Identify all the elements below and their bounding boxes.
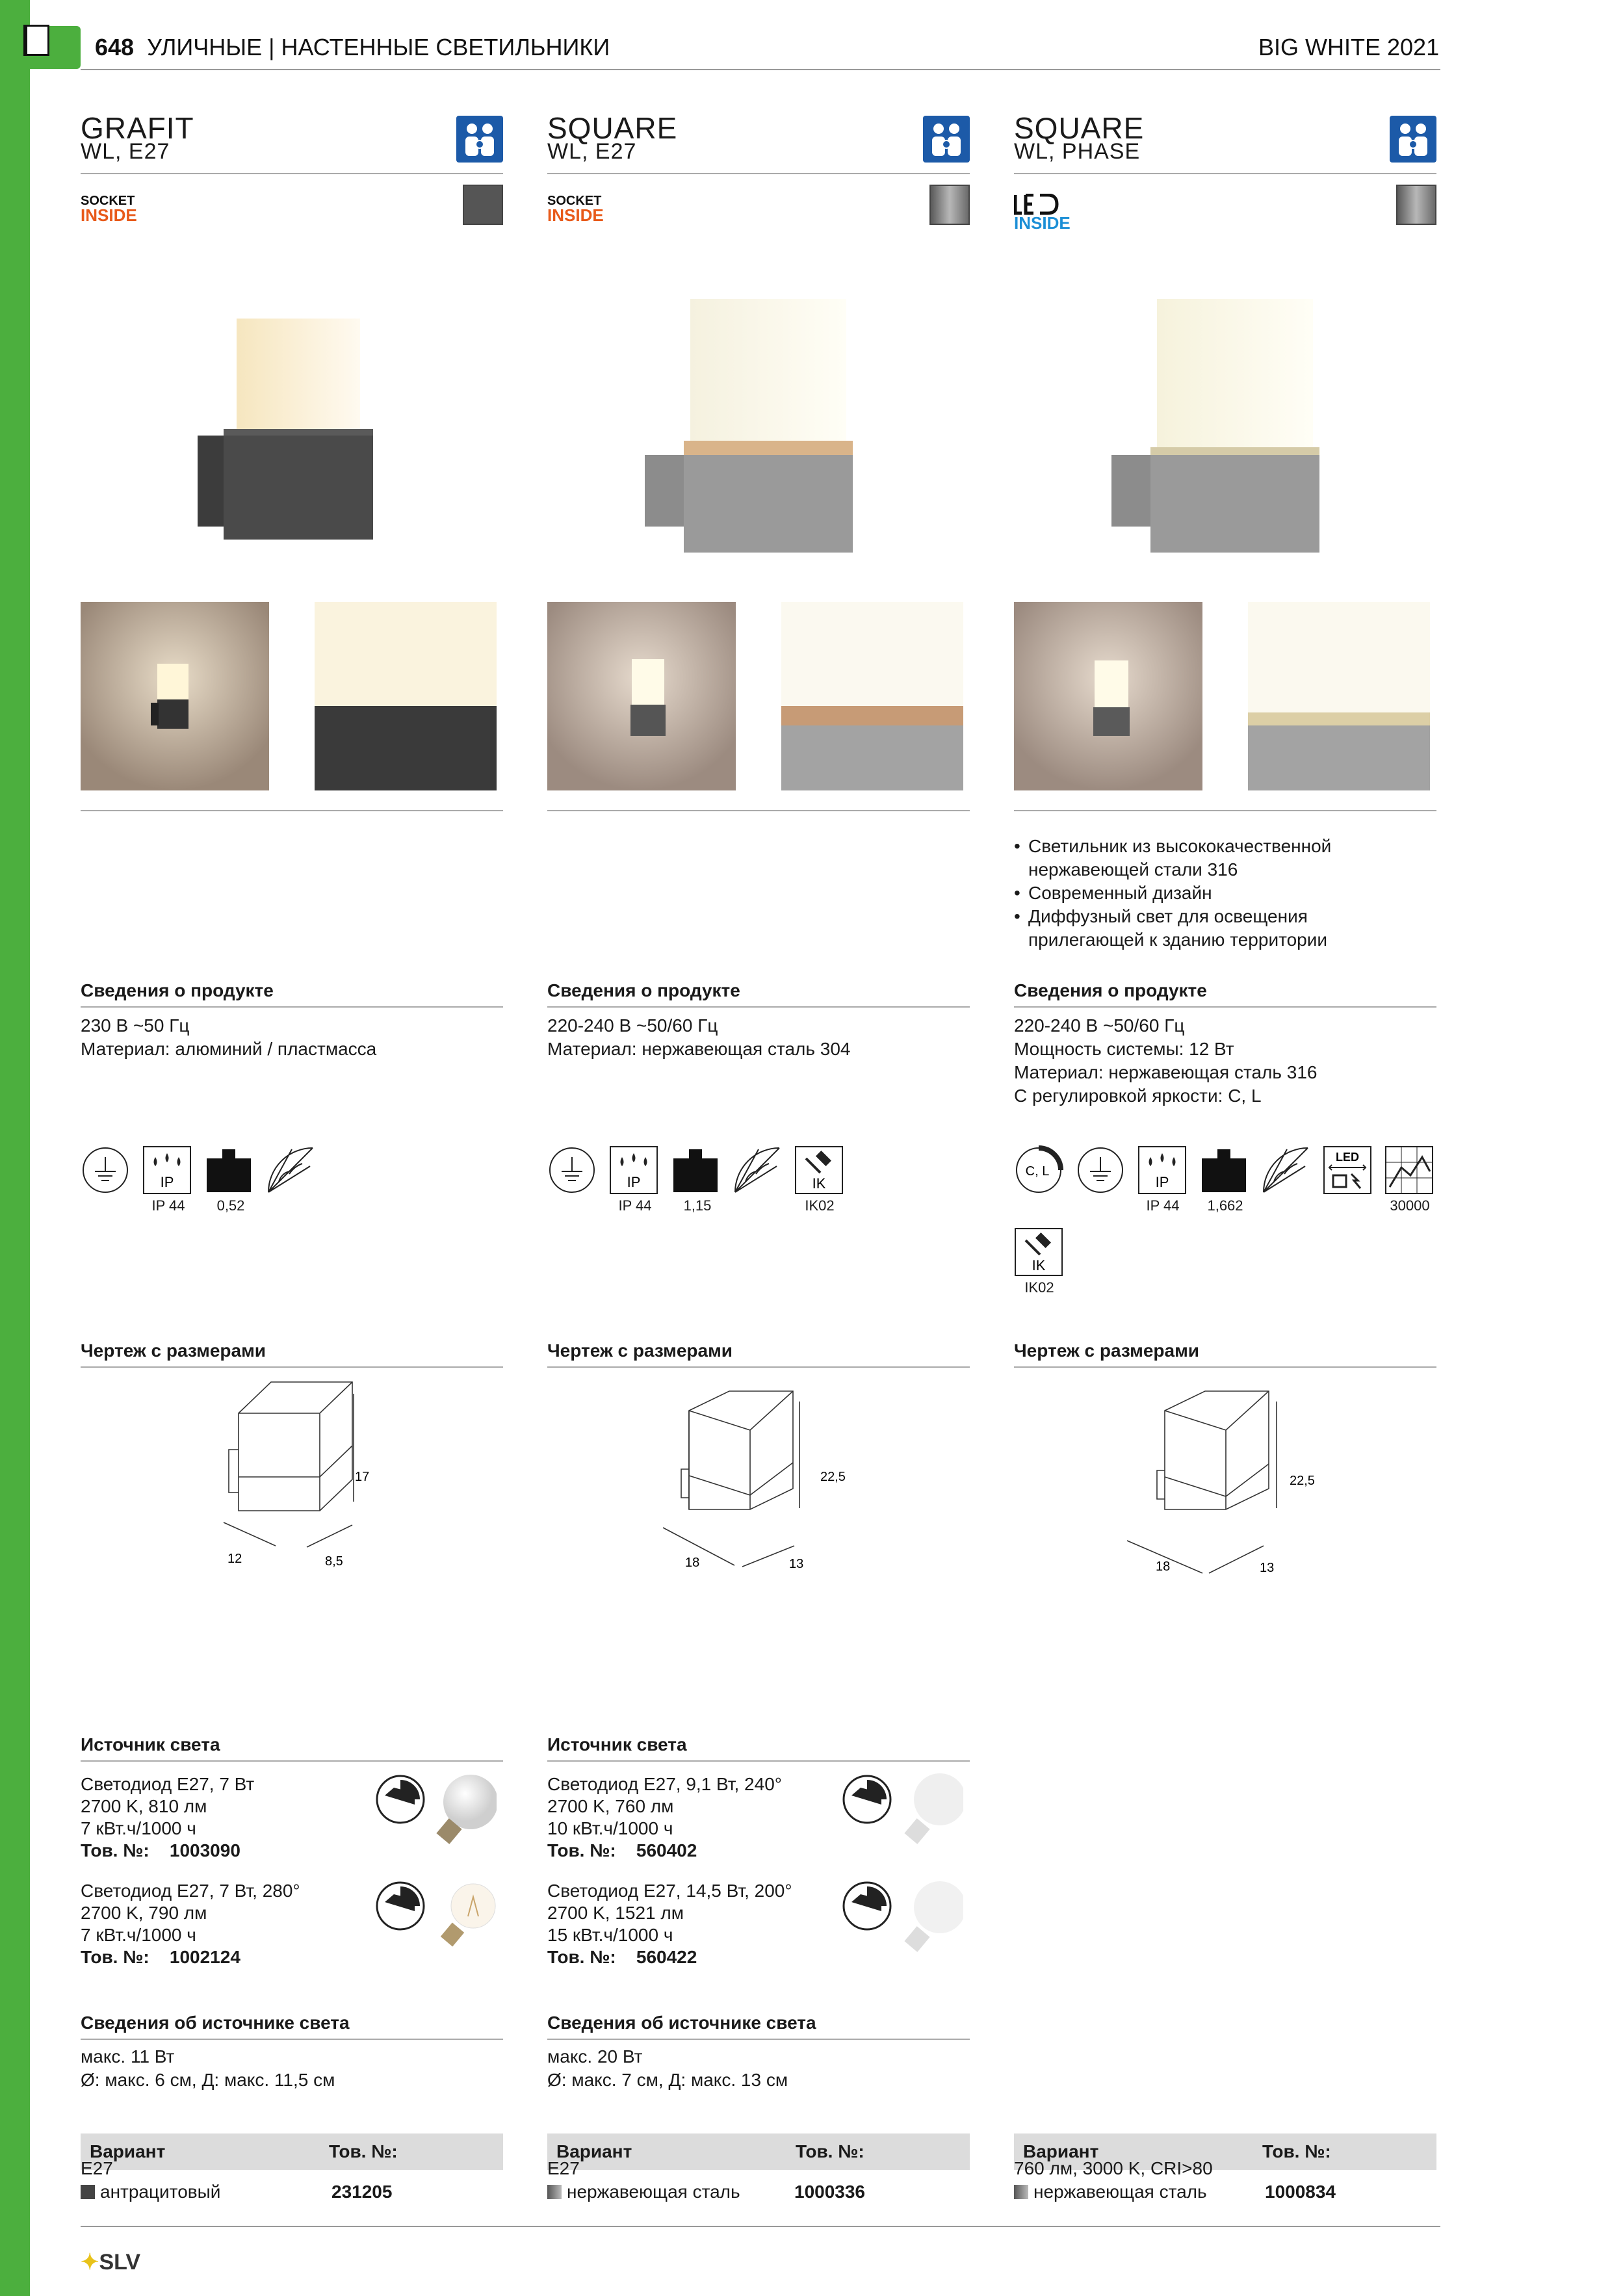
- variant-header: Вариант Тов. №:: [547, 2133, 970, 2170]
- article-number[interactable]: 1000834: [1265, 2182, 1336, 2202]
- family-icon: [923, 116, 970, 163]
- svg-text:IP: IP: [627, 1174, 641, 1190]
- color-swatch: [463, 185, 503, 225]
- footer-rule: [81, 2226, 1440, 2227]
- ip-rating-icon: [1137, 1145, 1187, 1195]
- product-image-square-e27: [645, 293, 859, 559]
- ambient-photo: [547, 602, 736, 790]
- dimension-drawing: [547, 1378, 970, 1625]
- section-rule: [547, 810, 970, 811]
- svg-text:IK: IK: [1032, 1257, 1046, 1273]
- section-rule: [81, 1006, 503, 1008]
- variant-row: нержавеющая сталь: [1014, 2180, 1207, 2204]
- variant-row: нержавеющая сталь: [547, 2180, 740, 2204]
- variant-row: антрацитовый: [81, 2180, 220, 2204]
- led-bulb-icon: [898, 1771, 963, 1849]
- product-info-text: 220-240 В ~50/60 Гц Мощность системы: 12 Вт Материал: нержавеющая сталь 316 С регулировкой яркости: C, L: [1014, 1015, 1318, 1106]
- filament-bulb-icon: [432, 1877, 497, 1955]
- variant-line: E27: [81, 2158, 113, 2178]
- impact-rating-icon: [1014, 1227, 1063, 1277]
- feature-item: • Современный дизайн: [1014, 883, 1212, 903]
- product-info-heading: Сведения о продукте: [81, 980, 274, 1000]
- section-rule: [1014, 1366, 1436, 1368]
- product-column-square-phase: [1014, 0, 1436, 2296]
- light-source-info-heading: Сведения об источнике света: [81, 2013, 350, 2033]
- lifetime-graph-icon: [1384, 1145, 1434, 1195]
- section-rule: [81, 1366, 503, 1368]
- dimension-height: 22,5: [1290, 1474, 1315, 1488]
- dimension-depth: 12: [227, 1552, 242, 1566]
- side-color-bar: [0, 0, 30, 2296]
- product-image-square-phase: [1111, 293, 1326, 559]
- led-bulb-icon: [432, 1771, 497, 1849]
- dimension-depth: 18: [1156, 1559, 1171, 1574]
- light-source-item: Светодиод E27, 7 Вт, 280° 2700 K, 790 лм 7 кВт.ч/1000 ч Тов. №: 1002124: [81, 1880, 503, 1984]
- earthing-icon: [1076, 1145, 1125, 1195]
- ip-value: IP 44: [151, 1197, 185, 1214]
- family-icon: [1390, 116, 1436, 163]
- section-rule: [547, 1006, 970, 1008]
- ik-value: IK02: [805, 1197, 835, 1214]
- section-rule: [547, 1366, 970, 1368]
- page-header: 648 УЛИЧНЫЕ | НАСТЕННЫЕ СВЕТИЛЬНИКИ: [95, 34, 610, 60]
- section-rule: [1014, 810, 1436, 811]
- variant-header: Вариант Тов. №:: [1014, 2133, 1436, 2170]
- product-column-grafit: [81, 0, 503, 2296]
- catalog-name: BIG WHITE 2021: [1258, 34, 1440, 60]
- section-rule: [81, 1760, 503, 1762]
- led-driver-icon: [1323, 1145, 1372, 1195]
- dimmable-icon: [374, 1773, 426, 1825]
- ip-value: IP 44: [618, 1197, 652, 1214]
- product-title: SQUARE: [547, 111, 678, 145]
- color-swatch: [929, 185, 970, 225]
- product-image-grafit: [198, 312, 406, 553]
- impact-rating-icon: [794, 1145, 844, 1195]
- product-subtitle: WL, PHASE: [1014, 139, 1141, 164]
- beam-angle-icon: [1261, 1145, 1310, 1195]
- variant-line: 760 лм, 3000 K, CRI>80: [1014, 2158, 1213, 2178]
- product-info-heading: Сведения о продукте: [547, 980, 740, 1000]
- dimension-width: 8,5: [325, 1554, 343, 1569]
- light-source-info-heading: Сведения об источнике света: [547, 2013, 816, 2033]
- dimension-width: 13: [1260, 1561, 1275, 1575]
- weight-value: 1,662: [1207, 1197, 1243, 1214]
- earthing-icon: [81, 1145, 130, 1195]
- ip-rating-icon: [609, 1145, 658, 1195]
- weight-icon: [204, 1145, 253, 1195]
- dimension-width: 13: [789, 1557, 804, 1571]
- ambient-photo: [1014, 602, 1202, 790]
- title-rule: [81, 173, 503, 174]
- section-rule: [547, 1760, 970, 1762]
- detail-photo: [1248, 602, 1436, 790]
- article-number[interactable]: 1000336: [794, 2182, 866, 2202]
- feature-list: [1014, 835, 1331, 952]
- light-source-item: Светодиод E27, 14,5 Вт, 200° 2700 K, 1521 лм 15 кВт.ч/1000 ч Тов. №: 560422: [547, 1880, 970, 1984]
- detail-photo: [315, 602, 503, 790]
- section-rule: [547, 2039, 970, 2040]
- beam-angle-icon: [266, 1145, 315, 1195]
- dimmable-icon: [841, 1773, 893, 1825]
- led-inside-badge: INSIDE: [1014, 194, 1071, 230]
- ip-value: IP 44: [1146, 1197, 1180, 1214]
- title-rule: [547, 173, 970, 174]
- product-subtitle: WL, E27: [547, 139, 637, 164]
- light-source-info-text: макс. 20 Вт Ø: макс. 7 см, Д: макс. 13 см: [547, 2046, 788, 2090]
- led-logo-icon: [1014, 194, 1059, 216]
- light-source-item: Светодиод E27, 7 Вт 2700 K, 810 лм 7 кВт.ч/1000 ч Тов. №: 1003090: [81, 1773, 503, 1877]
- section-rule: [81, 2039, 503, 2040]
- svg-text:LED: LED: [1336, 1151, 1359, 1164]
- dimension-depth: 18: [685, 1556, 700, 1570]
- drawing-heading: Чертеж с размерами: [547, 1340, 733, 1361]
- product-info-text: 230 В ~50 Гц Материал: алюминий / пластмасса: [81, 1015, 377, 1059]
- dimmable-icon: [374, 1880, 426, 1932]
- title-rule: [1014, 173, 1436, 174]
- color-square: [81, 2185, 95, 2199]
- svg-text:IP: IP: [1155, 1174, 1169, 1190]
- dimension-height: 22,5: [820, 1470, 846, 1484]
- svg-text:IK: IK: [812, 1175, 826, 1192]
- product-subtitle: WL, E27: [81, 139, 170, 164]
- dimmable-icon: [841, 1880, 893, 1932]
- ik-value: IK02: [1024, 1279, 1054, 1296]
- variant-line: E27: [547, 2158, 580, 2178]
- light-source-item: Светодиод E27, 9,1 Вт, 240° 2700 K, 760 лм 10 кВт.ч/1000 ч Тов. №: 560402: [547, 1773, 970, 1877]
- color-square: [1014, 2185, 1028, 2199]
- color-swatch: [1396, 185, 1436, 225]
- dimming-cl-icon: [1014, 1145, 1063, 1195]
- weight-icon: [671, 1145, 720, 1195]
- product-info-heading: Сведения о продукте: [1014, 980, 1207, 1000]
- light-source-info-text: макс. 11 Вт Ø: макс. 6 см, Д: макс. 11,5 см: [81, 2046, 335, 2090]
- variant-header: Вариант Тов. №:: [81, 2133, 503, 2170]
- weight-icon: [1199, 1145, 1249, 1195]
- weight-value: 1,15: [683, 1197, 712, 1214]
- dimension-drawing: [81, 1378, 503, 1625]
- light-source-heading: Источник света: [81, 1734, 220, 1755]
- beam-angle-icon: [733, 1145, 782, 1195]
- feature-item: • Диффузный свет для освещения прилегающей к зданию территории: [1014, 906, 1328, 950]
- detail-photo: [781, 602, 970, 790]
- light-source-heading: Источник света: [547, 1734, 687, 1755]
- product-title: SQUARE: [1014, 111, 1145, 145]
- lifetime-value: 30000: [1390, 1197, 1430, 1214]
- wall-lamp-chapter-icon: [23, 25, 49, 56]
- drawing-heading: Чертеж с размерами: [1014, 1340, 1200, 1361]
- family-icon: [456, 116, 503, 163]
- dimension-drawing: [1014, 1378, 1436, 1625]
- product-info-text: 220-240 В ~50/60 Гц Материал: нержавеющая сталь 304: [547, 1015, 851, 1059]
- brand-logo: ✦SLV: [81, 2250, 141, 2275]
- article-number[interactable]: 231205: [331, 2182, 393, 2202]
- weight-value: 0,52: [216, 1197, 245, 1214]
- drawing-heading: Чертеж с размерами: [81, 1340, 266, 1361]
- socket-inside-badge: SOCKET INSIDE: [81, 194, 137, 225]
- product-title: GRAFIT: [81, 111, 194, 145]
- ip-rating-icon: [142, 1145, 192, 1195]
- product-column-square-e27: [547, 0, 970, 2296]
- led-bulb-icon: [898, 1877, 963, 1955]
- feature-item: • Светильник из высококачественной нержавеющей стали 316: [1014, 836, 1332, 880]
- svg-text:C, L: C, L: [1025, 1164, 1050, 1179]
- color-square: [547, 2185, 562, 2199]
- socket-inside-badge: SOCKET INSIDE: [547, 194, 604, 225]
- earthing-icon: [547, 1145, 597, 1195]
- star-icon: ✦: [81, 2250, 99, 2275]
- dimension-height: 17: [355, 1470, 370, 1484]
- section-rule: [81, 810, 503, 811]
- ambient-photo: [81, 602, 269, 790]
- section-rule: [1014, 1006, 1436, 1008]
- svg-text:IP: IP: [160, 1174, 174, 1190]
